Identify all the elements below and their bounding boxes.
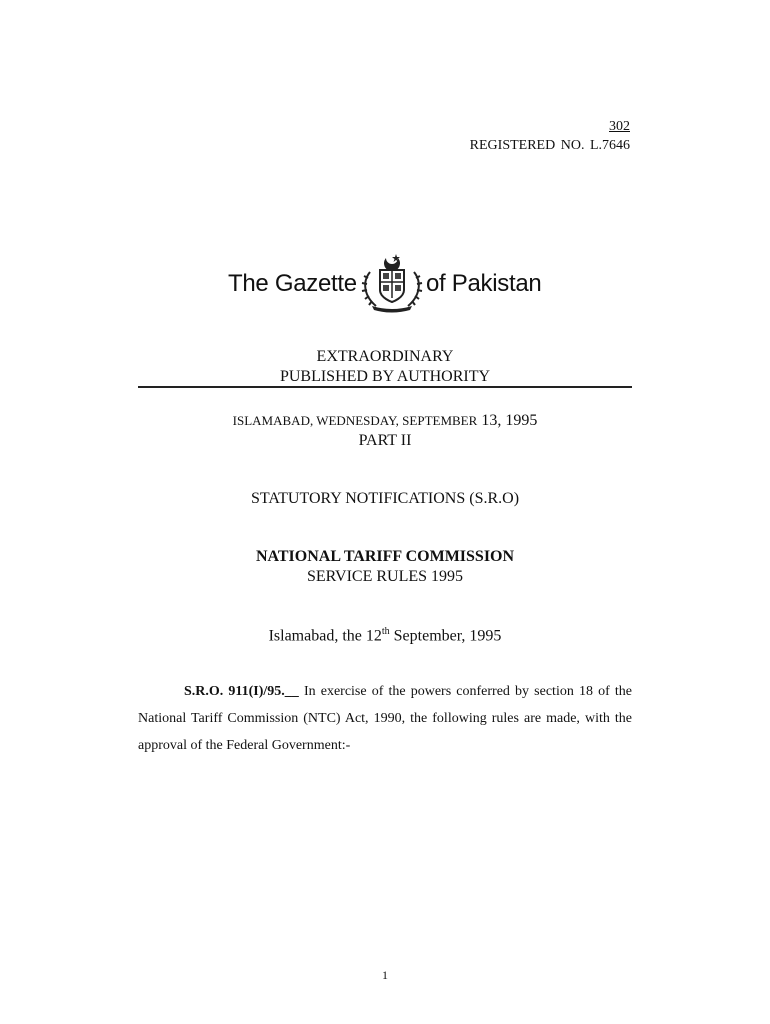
notification-date (0, 626, 770, 645)
state-emblem-icon (356, 252, 428, 314)
part-label: PART II (358, 432, 412, 449)
masthead-divider (138, 386, 632, 388)
footer-page-number: 1 (382, 968, 388, 982)
registered-number: REGISTERED NO. L.7646 (469, 138, 630, 153)
notification-title: NATIONAL TARIFF COMMISSION (255, 548, 515, 565)
notification-body-text: In exercise of the powers conferred by section 18 of the National Tariff Commission (NTC) Act, 1990, the following rules are made, with the approval of the Federal Government:- (138, 684, 632, 753)
notification-date-rest: September, 1995 (389, 627, 502, 645)
gazette-page-number: 302 (609, 119, 630, 134)
notification-date-suffix: th (381, 626, 390, 637)
notification-body (138, 678, 632, 759)
notification-subtitle: SERVICE RULES 1995 (306, 568, 464, 585)
sro-number: S.R.O. 911(I)/95.__ (184, 684, 299, 699)
dateline-date: 13, 1995 (481, 412, 538, 429)
gazette-masthead (0, 250, 770, 320)
published-by-authority: PUBLISHED BY AUTHORITY (279, 368, 491, 385)
masthead-title-right: of Pakistan (426, 270, 542, 297)
dateline-place-day: ISLAMABAD, WEDNESDAY, SEPTEMBER (232, 413, 478, 428)
notification-date-prefix: Islamabad, the 12 (268, 627, 382, 645)
extraordinary-label: EXTRAORDINARY (316, 348, 454, 365)
section-heading: STATUTORY NOTIFICATIONS (S.R.O) (250, 490, 520, 507)
dateline (0, 412, 770, 430)
masthead-title-left: The Gazette (228, 270, 357, 297)
